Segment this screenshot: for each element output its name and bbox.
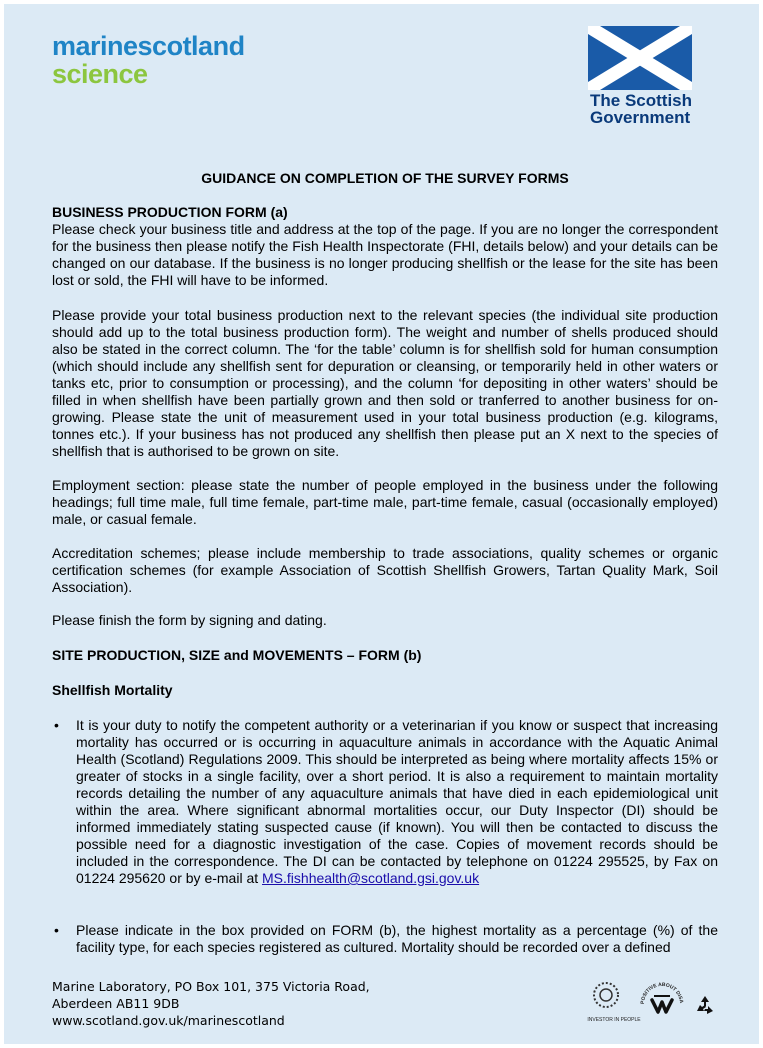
investor-text: INVESTOR IN PEOPLE	[587, 1017, 641, 1023]
footer-line-2: Aberdeen AB11 9DB	[52, 996, 180, 1011]
document-page	[4, 4, 759, 1044]
section-a-paragraph-1: Please check your business title and address at the top of the page. If you are no longer the correspondent for the business then please notify the Fish Health Inspectorate (FHI, details below) and your details can be changed on our database. If the business is no longer producing shellfish or the lease for the site has been lost or sold, the FHI will have to be informed.	[52, 221, 718, 288]
logo-line-marinescotland: marinescotland	[52, 31, 245, 61]
section-a-heading: BUSINESS PRODUCTION FORM (a)	[52, 204, 288, 220]
section-a-paragraph-5: Please finish the form by signing and dating.	[52, 612, 327, 628]
footer-website-link[interactable]: www.scotland.gov.uk/marinescotland	[52, 1013, 285, 1028]
recycle-icon	[694, 994, 716, 1016]
bullet-icon: •	[54, 717, 59, 733]
scottish-government-logo-text	[590, 92, 692, 126]
bullet-1-text: It is your duty to notify the competent authority or a veterinarian if you know or suspect that increasing mortality has occurred or is occurring in aquaculture animals in accordance with the Aquatic Animal Health (Scotland) Regulations 2009. This should be interpreted as being where mortality affects 15% or greater of stocks in a single facility, over a short period. It is also a requirement to maintain mortality records detailing the number of any aquaculture animals that have died in each epidemiological unit within the area. Where significant abnormal mortalities occur, our Duty Inspector (DI) should be informed immediately stating suspected cause (if known). You will then be contacted to discuss the possible need for a diagnostic investigation of the case. Copies of movement records should be included in the correspondence. The DI can be contacted by telephone on 01224 295525, by Fax on 01224 295620 or by e-mail at	[76, 717, 718, 886]
investor-in-people-icon	[584, 979, 644, 1024]
bullet-icon: •	[54, 922, 59, 938]
saltire-flag-icon	[588, 26, 692, 90]
footer-line-1: Marine Laboratory, PO Box 101, 375 Victoria Road,	[52, 979, 370, 994]
bullet-2-text: Please indicate in the box provided on FORM (b), the highest mortality as a percentage (%) of the facility type, for each species registered as cultured. Mortality should be recorded over a defined	[76, 922, 718, 955]
marine-scotland-logo	[52, 32, 245, 88]
positive-about-disabled-people-icon	[636, 974, 688, 1026]
disability-arc-text: POSITIVE ABOUT DISA	[639, 981, 685, 1005]
list-item	[52, 717, 718, 887]
logo-line-science: science	[52, 59, 148, 89]
email-link[interactable]: MS.fishhealth@scotland.gsi.gov.uk	[262, 870, 480, 886]
page-title: GUIDANCE ON COMPLETION OF THE SURVEY FORMS	[201, 170, 569, 186]
section-a-paragraph-2: Please provide your total business production next to the relevant species (the individual site production should add up to the total business production form). The weight and number of shells produced should also be stated in the correct column. The ‘for the table’ column is for shellfish sold for human consumption (which should include any shellfish sent for depuration or cleansing, or temporarily held in other waters or tanks etc, prior to consumption or processing), and the column ‘for depositing in other waters’ should be filled in when shellfish have been partially grown and then sold or tranferred to another business for on-growing. Please state the unit of measurement used in your total business production (e.g. kilograms, tonnes etc.). If your business has not produced any shellfish then please put an X next to the species of shellfish that is authorised to be grown on site.	[52, 307, 718, 459]
footer-address	[52, 978, 370, 1029]
list-item	[52, 922, 718, 956]
gov-line-2: Government	[590, 108, 691, 127]
section-b-heading: SITE PRODUCTION, SIZE and MOVEMENTS – FORM (b)	[52, 647, 422, 663]
section-a-paragraph-4: Accreditation schemes; please include membership to trade associations, quality schemes or organic certification schemes (for example Association of Scottish Shellfish Growers, Tartan Quality Mark, Soil Association).	[52, 545, 718, 595]
svg-text:POSITIVE ABOUT DISABLED PEOPLE	[636, 974, 684, 1004]
section-a-paragraph-3: Employment section: please state the number of people employed in the business under the following headings; full time male, full time female, part-time male, part-time female, casual (occasionally employed) male, or casual female.	[52, 477, 718, 527]
shellfish-mortality-subheading: Shellfish Mortality	[52, 682, 173, 698]
gov-line-1: The Scottish	[590, 91, 693, 110]
